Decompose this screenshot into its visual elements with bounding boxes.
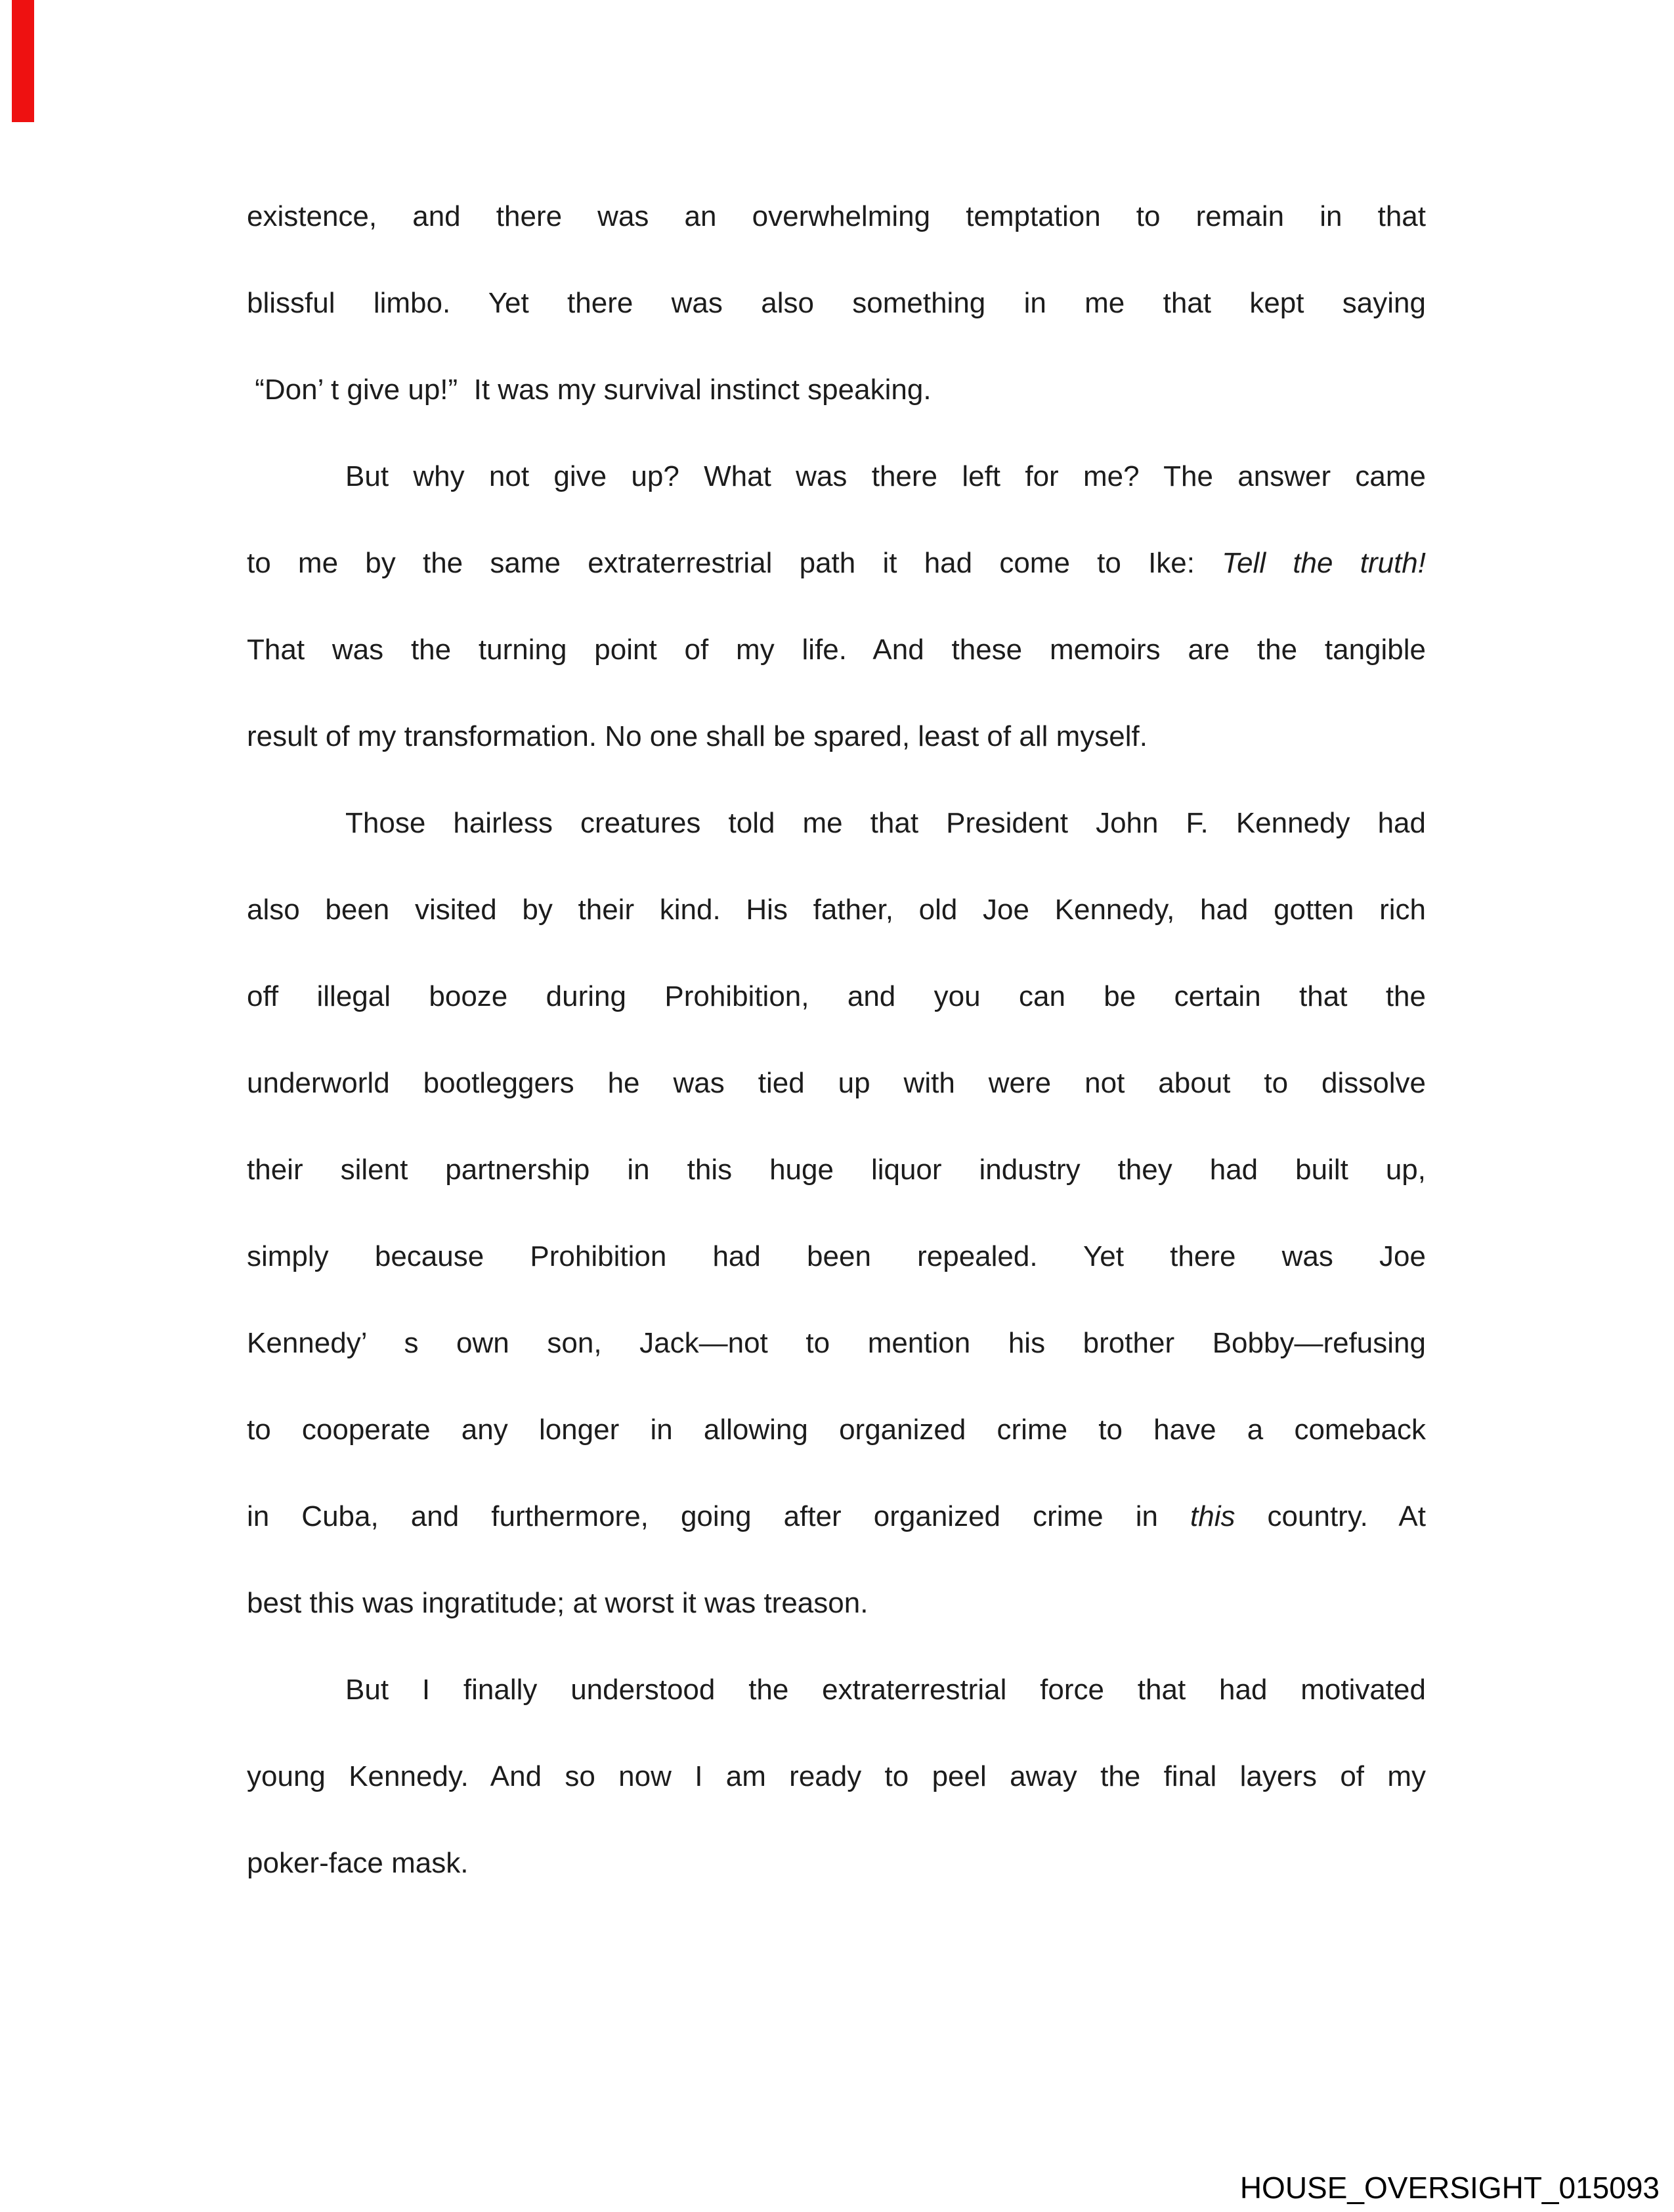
text-line [247,347,1426,433]
text-run: to me by the same extraterrestrial path it had come to Ike: [247,547,1222,579]
text-line [247,1560,1426,1647]
text-run: underworld bootleggers he was tied up with were not about to dissolve [247,1067,1426,1099]
text-line [247,1647,1426,1733]
italic-text-run: this [1190,1500,1235,1532]
text-run: to cooperate any longer in allowing organized crime to have a comeback [247,1414,1426,1446]
text-run: blissful limbo. Yet there was also something in me that kept saying [247,287,1426,319]
text-run: Kennedy’ s own son, Jack—not to mention his brother Bobby—refusing [247,1327,1426,1359]
text-run: “Don’ t give up!” It was my survival instinct speaking. [247,374,932,406]
text-line [247,1213,1426,1300]
text-line [247,1473,1426,1560]
red-mark [12,0,34,122]
text-run: young Kennedy. And so now I am ready to peel away the final layers of my [247,1760,1426,1792]
text-run: result of my transformation. No one shall be spared, least of all myself. [247,720,1148,752]
bates-number: HOUSE_OVERSIGHT_015093 [1239,2171,1660,2205]
text-run: But I finally understood the extraterrestrial force that had motivated [345,1674,1426,1706]
text-line [247,1040,1426,1127]
text-run: existence, and there was an overwhelming temptation to remain in that [247,200,1426,232]
text-run: also been visited by their kind. His father, old Joe Kennedy, had gotten rich [247,894,1426,926]
text-line [247,1387,1426,1473]
text-run: in Cuba, and furthermore, going after organized crime in [247,1500,1190,1532]
text-line [247,173,1426,260]
text-run: best this was ingratitude; at worst it was treason. [247,1587,869,1619]
text-run: off illegal booze during Prohibition, and you can be certain that the [247,980,1426,1012]
text-run: Those hairless creatures told me that President John F. Kennedy had [345,807,1426,839]
text-run: their silent partnership in this huge liquor industry they had built up, [247,1154,1426,1186]
text-line [247,1300,1426,1387]
text-run: simply because Prohibition had been repealed. Yet there was Joe [247,1240,1426,1272]
text-line [247,1127,1426,1213]
text-line [247,867,1426,953]
text-line [247,433,1426,520]
text-line [247,780,1426,867]
text-line [247,1820,1426,1907]
text-run: That was the turning point of my life. And these memoirs are the tangible [247,634,1426,666]
text-line [247,953,1426,1040]
text-line [247,607,1426,693]
text-run: But why not give up? What was there left for me? The answer came [345,460,1426,492]
text-line [247,520,1426,607]
text-line [247,260,1426,347]
document-text [247,173,1426,1907]
text-line [247,693,1426,780]
italic-text-run: Tell the truth! [1222,547,1426,579]
text-run: country. At [1235,1500,1426,1532]
text-run: poker-face mask. [247,1847,469,1879]
text-line [247,1733,1426,1820]
